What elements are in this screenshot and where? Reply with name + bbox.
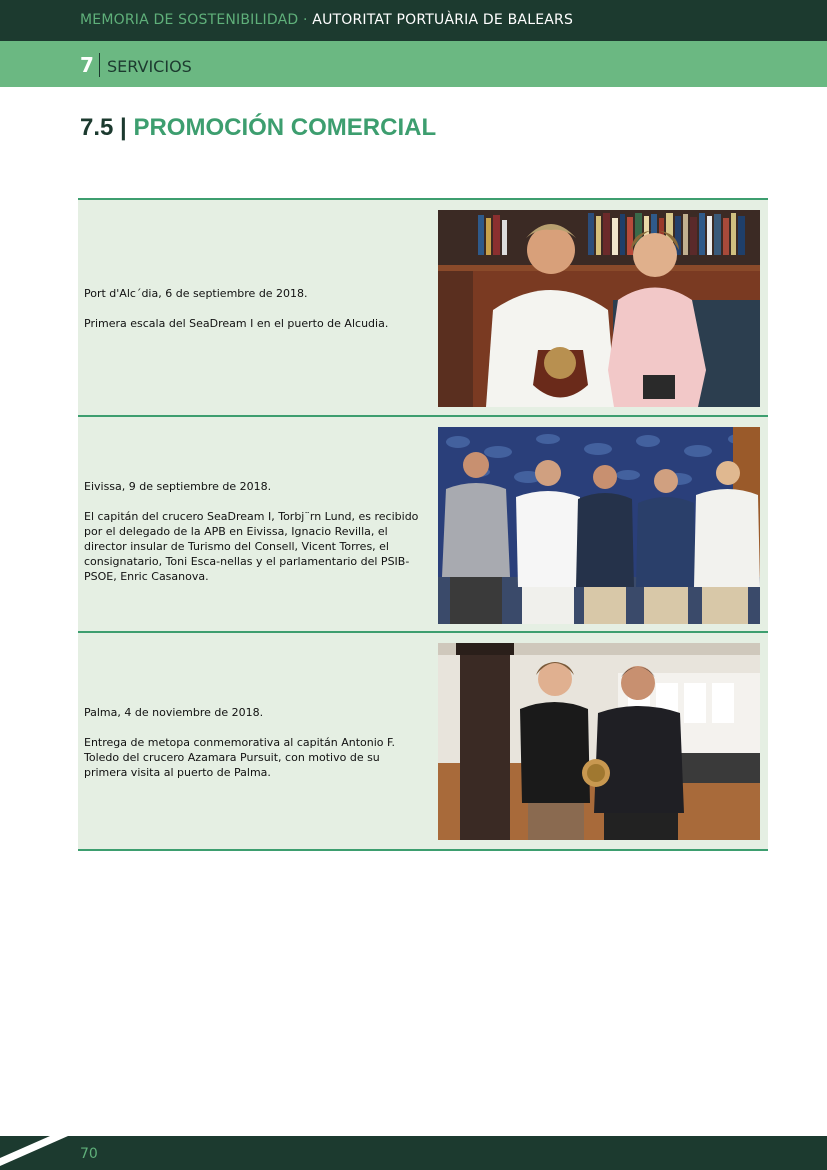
entry-row: [78, 631, 768, 851]
organization-name: AUTORITAT PORTUÀRIA DE BALEARS: [312, 12, 574, 28]
page-number: 70: [80, 1146, 98, 1162]
entry-description: Entrega de metopa conmemorativa al capitán Antonio F. Toledo del crucero Azamara Pursuit, con motivo de su primera visita al puerto de Palma.: [84, 736, 396, 779]
entry-row: [78, 415, 768, 633]
entry-place-date: Eivissa, 9 de septiembre de 2018.: [84, 480, 272, 493]
header-bar: [0, 0, 827, 41]
entry-photo: [438, 643, 760, 840]
entry-photo: [438, 427, 760, 624]
subsection-number: 7.5: [80, 114, 114, 141]
section-divider: [99, 53, 100, 77]
entry-place-date: Palma, 4 de noviembre de 2018.: [84, 706, 264, 719]
entry-text: [84, 479, 424, 599]
entry-row: [78, 198, 768, 417]
section-number: 7: [80, 53, 94, 77]
section-bar: [0, 41, 827, 87]
entry-text: [84, 705, 424, 795]
entry-photo: [438, 210, 760, 407]
section-name: SERVICIOS: [107, 57, 192, 76]
footer-bar: [0, 1136, 827, 1170]
decorative-stripe: [0, 1136, 80, 1170]
heading-separator: |: [120, 114, 127, 141]
page-title: [80, 114, 436, 142]
title-separator: ·: [298, 12, 313, 28]
entry-place-date: Port d'Alc´dia, 6 de septiembre de 2018.: [84, 287, 308, 300]
entry-description: Primera escala del SeaDream I en el puerto de Alcudia.: [84, 317, 389, 330]
subsection-title: PROMOCIÓN COMERCIAL: [133, 114, 437, 141]
entry-description: El capitán del crucero SeaDream I, Torbj¨rn Lund, es recibido por el delegado de la APB en Eivissa, Ignacio Revilla, el director insular de Turismo del Consell, Vicent Torres, el consignatario, Toni Esca-nellas y el parlamentario del PSIB-PSOE, Enric Casanova.: [84, 510, 419, 583]
report-title: MEMORIA DE SOSTENIBILIDAD: [80, 12, 299, 28]
entry-text: [84, 286, 424, 346]
document-title: [80, 12, 573, 28]
